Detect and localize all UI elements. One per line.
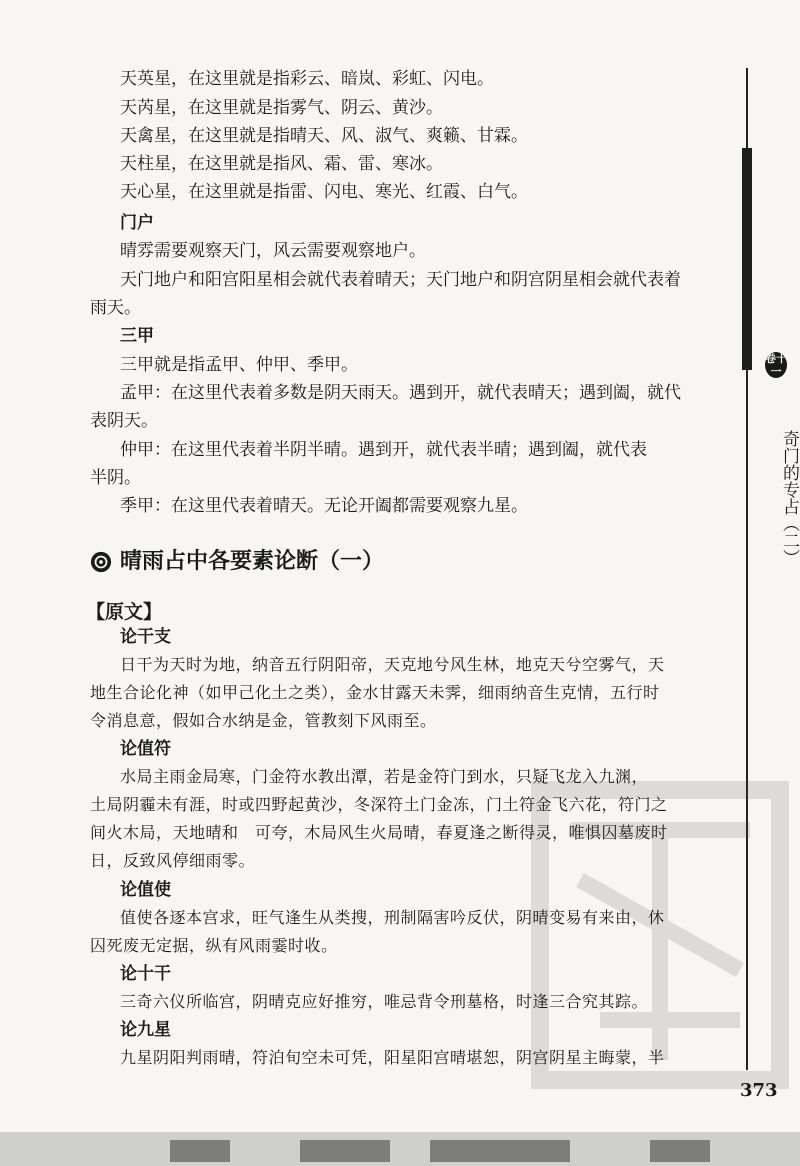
line-zhongjia-b: 半阴。 bbox=[90, 468, 141, 488]
line-tianying: 天英星，在这里就是指彩云、暗岚、彩虹、闪电。 bbox=[120, 69, 494, 89]
line-tianxin: 天心星，在这里就是指雷、闪电、寒光、红霞、白气。 bbox=[120, 182, 528, 202]
zhifu-line-2: 土局阴霾未有涯，时或四野起黄沙，冬深符土门金冻，门土符金飞六花，符门之 bbox=[90, 795, 668, 814]
zhifu-line-3: 间火木局，天地晴和 可夸，木局风生火局晴，春夏逢之断得灵，唯惧囚墓废时 bbox=[90, 823, 668, 842]
line-menhu-1: 晴雰需要观察天门，风云需要观察地户。 bbox=[120, 241, 426, 261]
heading-sanjia: 三甲 bbox=[120, 326, 154, 346]
zhifu-line-1: 水局主雨金局寒，门金符水教出潭，若是金符门到水，只疑飞龙入九渊， bbox=[120, 767, 649, 786]
line-menhu-2b: 雨天。 bbox=[90, 298, 141, 318]
line-mengjia-a: 孟甲：在这里代表着多数是阴天雨天。遇到开，就代表晴天；遇到阖，就代 bbox=[120, 383, 681, 403]
jiuxing-line-1: 九星阴阳判雨晴，符泊旬空未可凭，阳星阳宫晴堪恕，阴宫阴星主晦蒙，半 bbox=[120, 1048, 665, 1067]
line-tianqin: 天禽星，在这里就是指晴天、风、淑气、爽籁、甘霖。 bbox=[120, 126, 528, 146]
zhishi-line-2: 囚死废无定据，纵有风雨霎时收。 bbox=[90, 936, 338, 955]
line-zhongjia-a: 仲甲：在这里代表着半阴半晴。遇到开，就代表半晴；遇到阖，就代表 bbox=[120, 440, 647, 460]
flower-ornament-icon bbox=[90, 551, 112, 573]
ganzhi-line-1: 日干为天时为地，纳音五行阴阳帝，天克地兮风生林，地克天兮空雾气，天 bbox=[120, 655, 665, 674]
zhishi-line-1: 值使各逐本宫求，旺气逢生从类搜，刑制隔害吟反伏，阴晴变易有来由，休 bbox=[120, 908, 665, 927]
ganzhi-line-3: 令消息意，假如合水纳是金，管教刻下风雨至。 bbox=[90, 711, 437, 730]
line-sanjia: 三甲就是指孟甲、仲甲、季甲。 bbox=[120, 355, 358, 375]
heading-zhishi: 论值使 bbox=[120, 880, 171, 900]
heading-jiuxing: 论九星 bbox=[120, 1020, 171, 1040]
heading-shigan: 论十干 bbox=[120, 964, 171, 984]
chapter-side-band bbox=[742, 148, 752, 370]
volume-badge: 卷十一 bbox=[765, 352, 787, 378]
line-mengjia-b: 表阴天。 bbox=[90, 411, 158, 431]
heading-zhifu: 论值符 bbox=[120, 739, 171, 759]
margin-rule-top bbox=[746, 68, 748, 148]
ganzhi-line-2: 地生合论化神（如甲己化土之类），金水甘露天未霁，细雨纳音生克情，五行时 bbox=[90, 683, 660, 702]
shigan-line-1: 三奇六仪所临宫，阴晴克应好推穷，唯忌背令刑墓格，时逢三合究其踪。 bbox=[120, 992, 649, 1011]
zhifu-line-4: 日，反致风停细雨零。 bbox=[90, 851, 256, 870]
chapter-vertical-title: 奇门的专占（二） bbox=[779, 430, 799, 566]
scan-bottom-edge bbox=[0, 1132, 800, 1166]
original-text-label: 【原文】 bbox=[86, 601, 163, 623]
line-menhu-2a: 天门地户和阳宫阳星相会就代表着晴天；天门地户和阴宫阴星相会就代表着 bbox=[120, 270, 681, 290]
page-number: 373 bbox=[740, 1080, 778, 1101]
heading-menhu: 门户 bbox=[120, 213, 154, 233]
section-title: 晴雨占中各要素论断（一） bbox=[120, 549, 385, 574]
line-jijia: 季甲：在这里代表着晴天。无论开阖都需要观察九星。 bbox=[120, 496, 528, 516]
line-tianrui: 天芮星，在这里就是指雾气、阴云、黄沙。 bbox=[120, 98, 443, 118]
line-tianzhu: 天柱星，在这里就是指风、霜、雷、寒冰。 bbox=[120, 154, 443, 174]
heading-ganzhi: 论干支 bbox=[120, 627, 171, 647]
